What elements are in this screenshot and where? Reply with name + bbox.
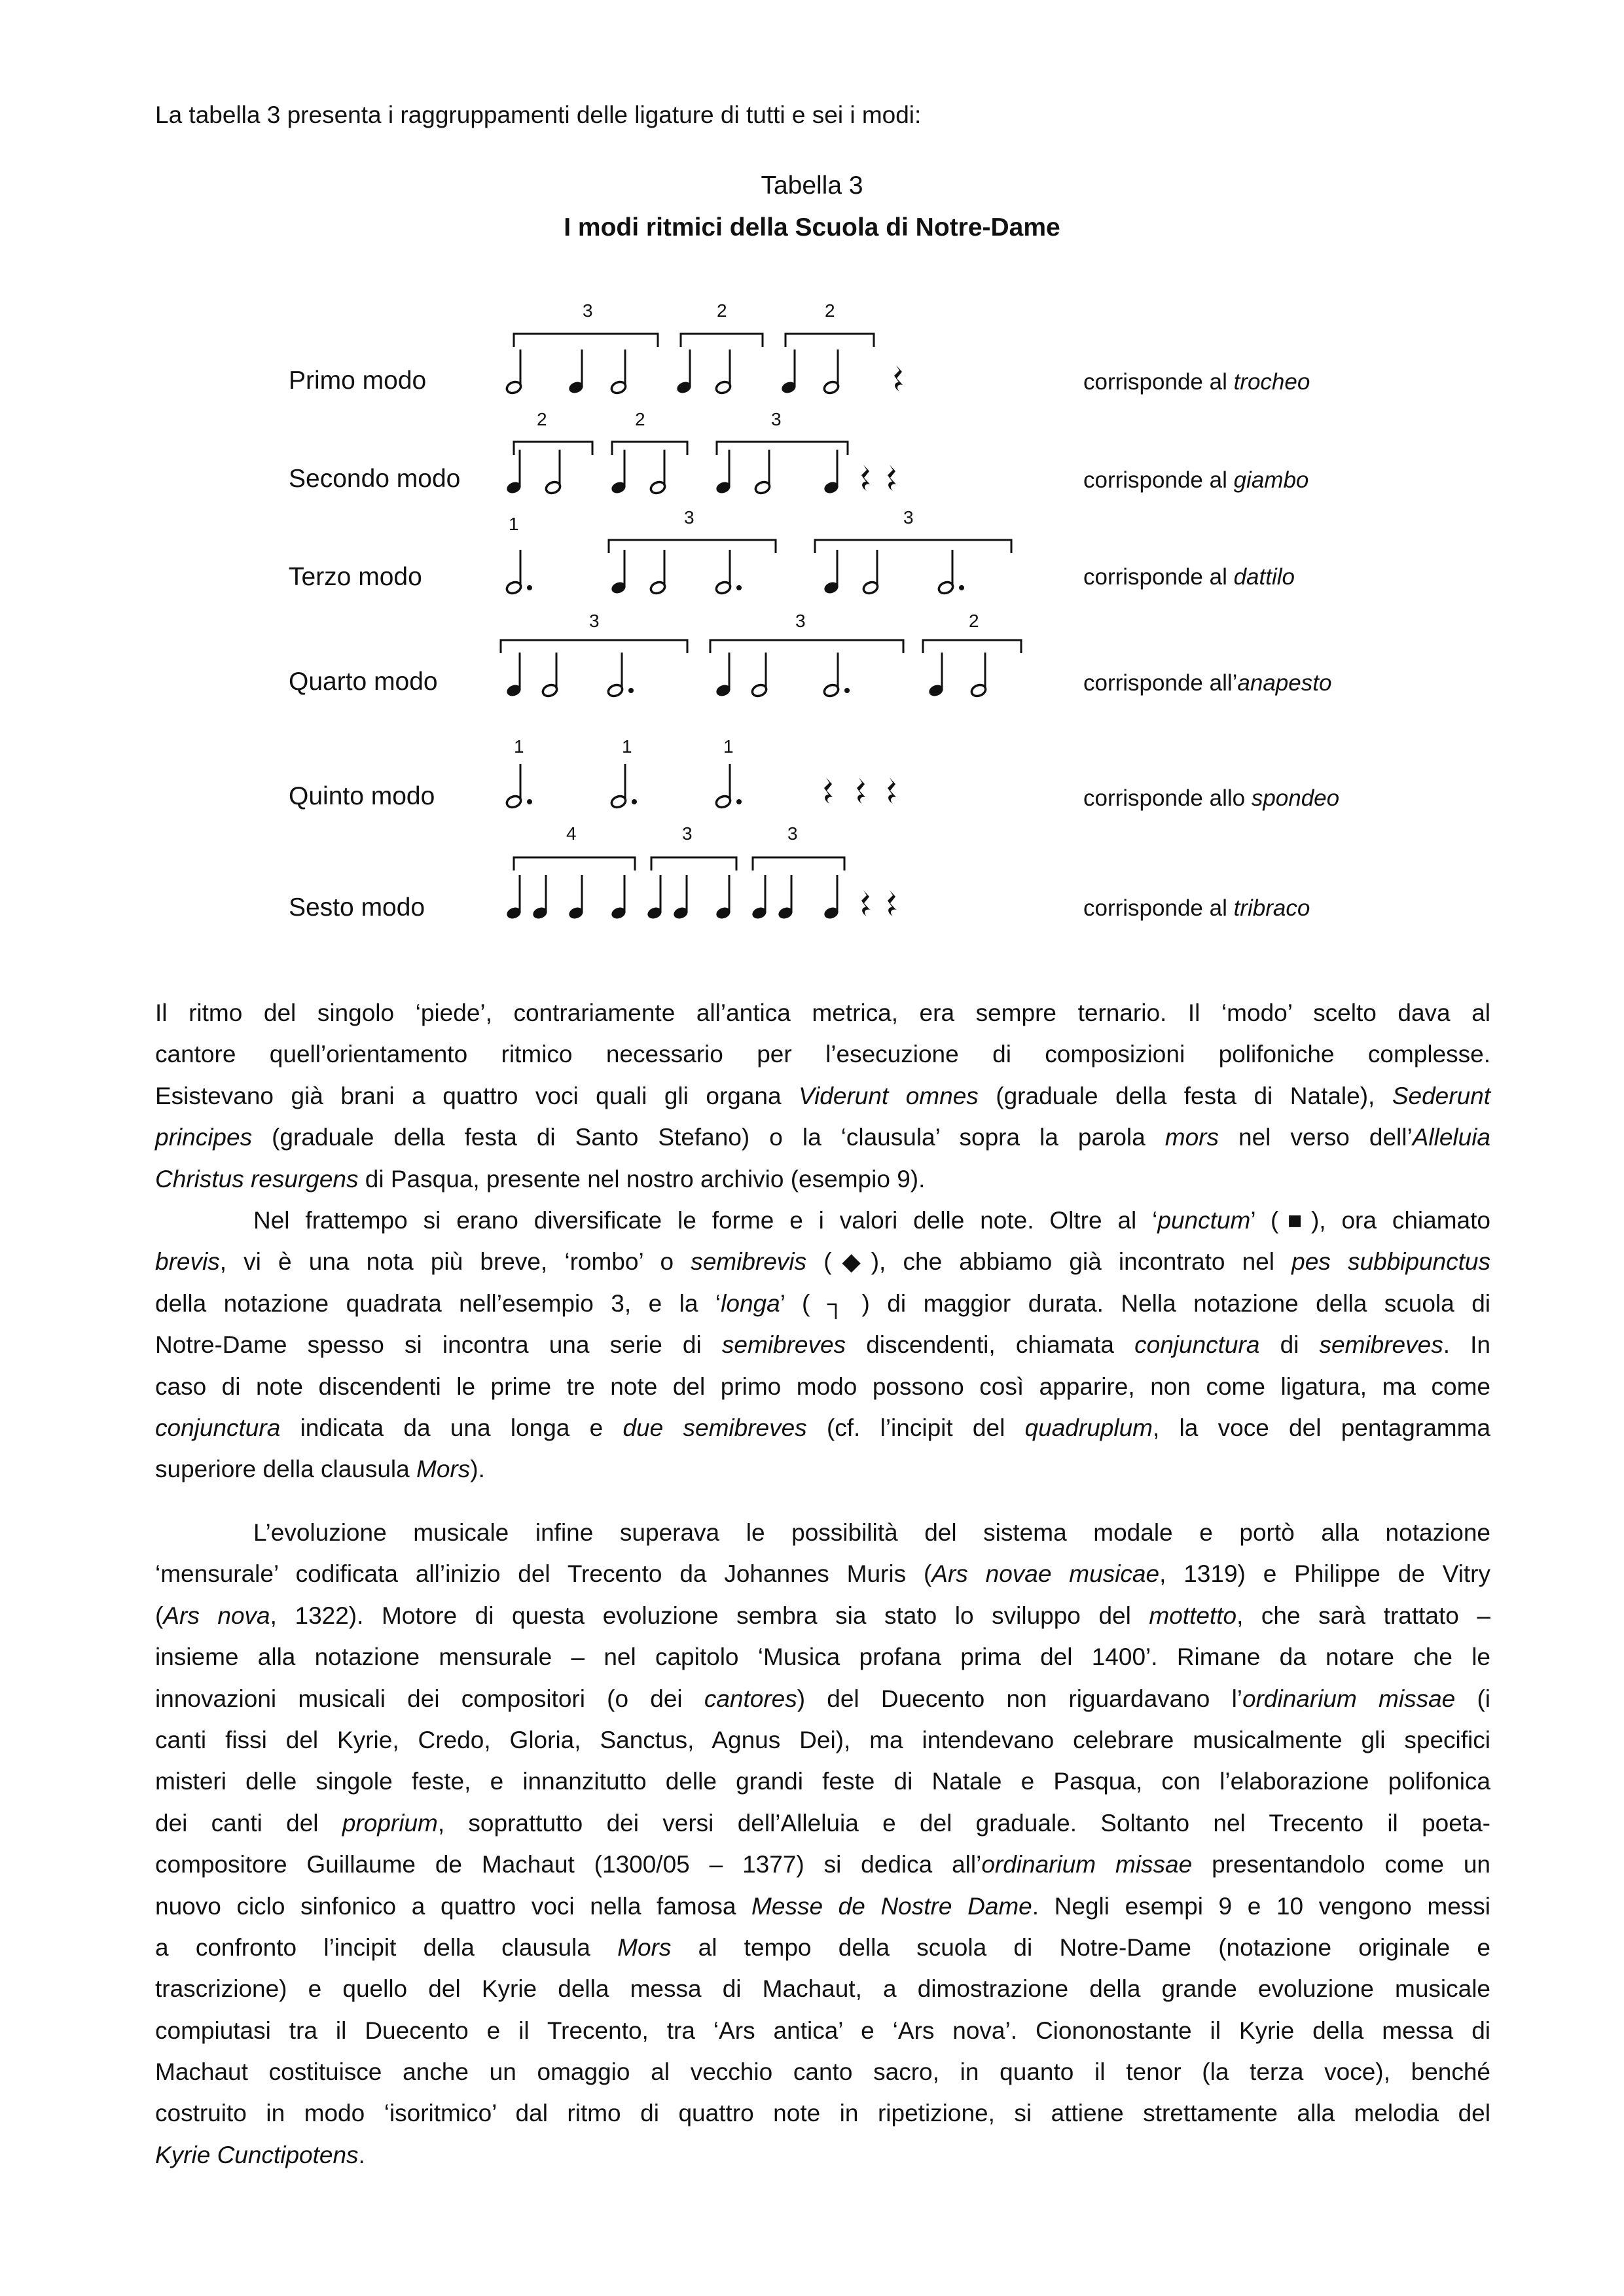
paragraph-line: Notre-Dame spesso si incontra una serie di semibreves discendenti, chiamata conjunctura di semibreves. In (155, 1331, 1491, 1359)
paragraph-line: Christus resurgens di Pasqua, presente nel nostro archivio (esempio 9). (155, 1165, 926, 1193)
paragraph-line: L’evoluzione musicale infine superava le possibilità del sistema modale e portò alla notazione (253, 1519, 1490, 1546)
paragraph-line: caso di note discendenti le prime tre note del primo modo possono così apparire, non come ligatura, ma come (155, 1372, 1490, 1400)
group-count: 1 (514, 736, 524, 757)
mode-6-notation (505, 823, 896, 921)
group-count: 2 (537, 409, 547, 429)
paragraph-line: brevis, vi è una nota più breve, ‘rombo’ o semibrevis (◆), che abbiamo già incontrato nel pes subbipunctus (155, 1248, 1490, 1276)
paragraph-line: dei canti del proprium, soprattutto dei versi dell’Alleluia e del graduale. Soltanto nel Trecento il poeta- (155, 1809, 1490, 1837)
table-caption-title: I modi ritmici della Scuola di Notre-Dame (564, 213, 1060, 242)
group-count: 3 (903, 507, 914, 528)
paragraph-line: Nel frattempo si erano diversificate le forme e i valori delle note. Oltre al ‘punctum’ (■), ora chiamato (253, 1207, 1490, 1234)
group-count: 2 (717, 300, 727, 321)
foot-name: dattilo (1233, 564, 1295, 590)
mode-label-3: Terzo modo (289, 563, 422, 591)
paragraph-line: trascrizione) e quello del Kyrie della messa di Machaut, a dimostrazione della grande evoluzione musicale (155, 1975, 1490, 2003)
mode-note-4: corrisponde all’anapesto (1083, 670, 1332, 696)
group-count: 1 (622, 736, 632, 757)
foot-name: trocheo (1233, 369, 1310, 395)
paragraph-line: Machaut costituisce anche un omaggio al vecchio canto sacro, in quanto il tenor (la terza voce), benché (155, 2058, 1490, 2086)
foot-name: giambo (1233, 467, 1309, 493)
rhythmic-modes-notation (0, 0, 1624, 982)
group-count: 4 (566, 823, 577, 844)
paragraph-line: insieme alla notazione mensurale – nel capitolo ‘Musica profana prima del 1400’. Rimane da notare che le (155, 1643, 1490, 1671)
paragraph-line: costruito in modo ‘isoritmico’ dal ritmo di quattro note in ripetizione, si attiene strettamente alla melodia del (155, 2100, 1490, 2127)
mode-4-notation (501, 611, 1021, 698)
mode-note-6: corrisponde al tribraco (1083, 895, 1310, 921)
mode-5-notation (505, 736, 896, 810)
paragraph-line: Esistevano già brani a quattro voci quali gli organa Viderunt omnes (graduale della festa di Natale), Sederunt (155, 1082, 1491, 1109)
mode-note-3: corrisponde al dattilo (1083, 564, 1295, 590)
paragraph-line: canti fissi del Kyrie, Credo, Gloria, Sanctus, Agnus Dei), ma intendevano celebrare musicalmente gli specifici (155, 1726, 1490, 1753)
table-caption-number: Tabella 3 (761, 171, 863, 200)
paragraph-3 (155, 1512, 1490, 2176)
group-count: 2 (635, 409, 645, 429)
group-count: 1 (509, 514, 519, 534)
paragraph-line: misteri delle singole feste, e innanzitutto delle grandi feste di Natale e Pasqua, con l’elaborazione polifonica (155, 1768, 1490, 1795)
paragraph-line: Kyrie Cunctipotens. (155, 2141, 365, 2168)
foot-name: tribraco (1233, 895, 1310, 921)
intro-sentence: La tabella 3 presenta i raggruppamenti delle ligature di tutti e sei i modi: (155, 101, 922, 128)
paragraph-line: innovazioni musicali dei compositori (o dei cantores) del Duecento non riguardavano l’ordinarium missae (i (155, 1685, 1490, 1712)
paragraph-line: della notazione quadrata nell’esempio 3, e la ‘longa’ ( ┐ ) di maggior durata. Nella notazione della scuola di (155, 1289, 1490, 1317)
mode-3-notation (505, 507, 1011, 596)
paragraph-1 (155, 992, 1490, 1200)
paragraph-line: ‘mensurale’ codificata all’inizio del Trecento da Johannes Muris (Ars novae musicae, 1319) e Philippe de Vitry (155, 1560, 1491, 1588)
group-count: 3 (583, 300, 593, 321)
foot-name: spondeo (1251, 785, 1340, 811)
group-count: 3 (589, 611, 600, 631)
group-count: 2 (825, 300, 835, 321)
paragraph-line: (Ars nova, 1322). Motore di questa evoluzione sembra sia stato lo sviluppo del mottetto, che sarà trattato – (155, 1602, 1491, 1629)
mode-note-1: corrisponde al trocheo (1083, 369, 1310, 395)
mode-note-2: corrisponde al giambo (1083, 467, 1309, 493)
group-count: 3 (682, 823, 693, 844)
paragraph-line: Il ritmo del singolo ‘piede’, contrariamente all’antica metrica, era sempre ternario. Il ‘modo’ scelto dava al (155, 999, 1490, 1026)
paragraph-line: cantore quell’orientamento ritmico necessario per l’esecuzione di composizioni polifoniche complesse. (155, 1041, 1490, 1068)
paragraph-line: superiore della clausula Mors). (155, 1456, 485, 1483)
paragraph-line: compositore Guillaume de Machaut (1300/05 – 1377) si dedica all’ordinarium missae presentandolo come un (155, 1851, 1490, 1878)
group-count: 3 (771, 409, 782, 429)
paragraph-line: conjunctura indicata da una longa e due semibreves (cf. l’incipit del quadruplum, la voce del pentagramma (155, 1414, 1490, 1441)
paragraph-line: a confronto l’incipit della clausula Mors al tempo della scuola di Notre-Dame (notazione originale e (155, 1933, 1490, 1961)
paragraph-line: principes (graduale della festa di Santo Stefano) o la ‘clausula’ sopra la parola mors nel verso dell’Alleluia (155, 1124, 1490, 1151)
foot-name: anapesto (1237, 670, 1332, 696)
paragraph-line: nuovo ciclo sinfonico a quattro voci nella famosa Messe de Nostre Dame. Negli esempi 9 e 10 vengono messi (155, 1892, 1490, 1920)
group-count: 3 (684, 507, 695, 528)
paragraph-line: compiutasi tra il Duecento e il Trecento, tra ‘Ars antica’ e ‘Ars nova’. Ciononostante il Kyrie della messa di (155, 2017, 1490, 2044)
mode-2-notation (505, 409, 896, 495)
group-count: 3 (787, 823, 798, 844)
group-count: 2 (969, 611, 979, 631)
mode-1-notation (505, 300, 903, 395)
mode-label-2: Secondo modo (289, 465, 461, 493)
mode-label-1: Primo modo (289, 367, 427, 395)
mode-label-4: Quarto modo (289, 668, 438, 696)
mode-label-5: Quinto modo (289, 782, 435, 810)
group-count: 3 (795, 611, 806, 631)
mode-note-5: corrisponde allo spondeo (1083, 785, 1340, 811)
group-count: 1 (723, 736, 734, 757)
paragraph-2 (155, 1200, 1490, 1490)
mode-label-6: Sesto modo (289, 893, 425, 922)
